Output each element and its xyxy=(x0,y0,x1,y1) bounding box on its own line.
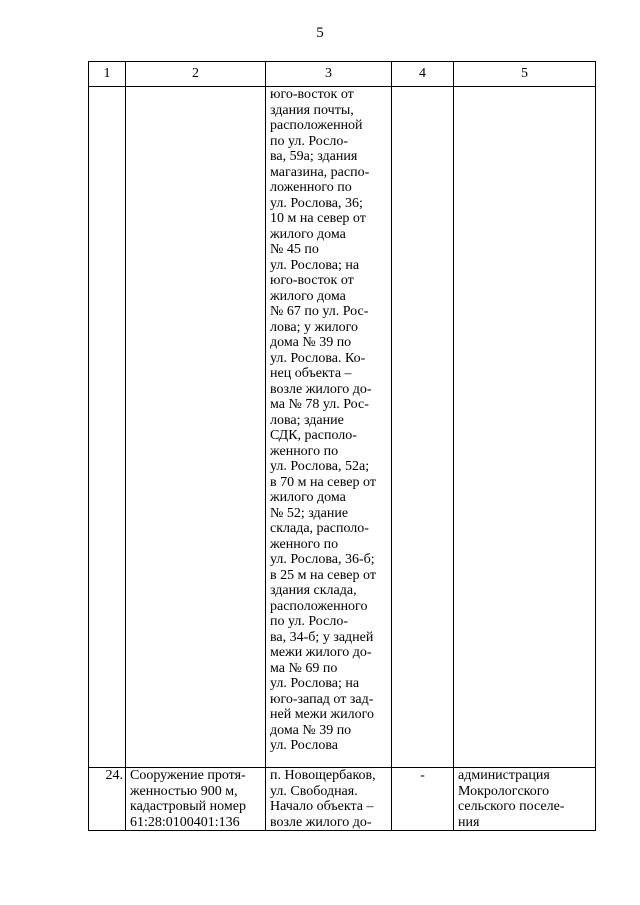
text-line: юго-запад от зад- xyxy=(270,691,374,707)
text-line: юго-восток от xyxy=(270,273,354,288)
text-line: сельского поселе- xyxy=(458,799,565,814)
text-line: ул. Рослова xyxy=(270,738,338,753)
table-row xyxy=(89,768,596,831)
column-header-2: 2 xyxy=(126,62,266,87)
text-line: ул. Рослова. Ко- xyxy=(270,350,366,366)
text-line: кадастровый номер xyxy=(130,799,246,814)
text-line: 61:28:0100401:136 xyxy=(130,814,240,830)
text-line: ложенного по xyxy=(270,180,352,195)
cell-owner xyxy=(454,87,596,768)
text-line: ней межи жилого xyxy=(270,707,374,722)
cell-location xyxy=(266,87,392,768)
object-owner-lines xyxy=(458,768,591,830)
object-owner xyxy=(454,768,596,831)
column-header-1: 1 xyxy=(89,62,126,87)
object-name xyxy=(126,768,266,831)
text-line: администрация xyxy=(458,768,550,783)
text-line: п. Новощербаков, xyxy=(270,768,376,783)
column-header-3: 3 xyxy=(266,62,392,87)
text-line: в 70 м на север от xyxy=(270,474,376,490)
column-header-5: 5 xyxy=(454,62,596,87)
text-line: лова; здание xyxy=(270,412,344,428)
text-line: расположенного xyxy=(270,598,368,614)
text-line: 10 м на север от xyxy=(270,211,366,226)
text-line: ва, 59а; здания xyxy=(270,149,358,164)
text-line: дома № 39 по xyxy=(270,722,352,738)
text-line: женностью 900 м, xyxy=(130,783,238,799)
text-line: ва, 34-б; у задней xyxy=(270,629,374,645)
text-line: ул. Свободная. xyxy=(270,783,358,799)
text-line: ул. Рослова; на xyxy=(270,676,360,691)
text-line: жилого дома xyxy=(270,288,346,304)
column-header-4: 4 xyxy=(392,62,454,87)
text-line: ма № 69 по xyxy=(270,660,338,676)
row-number: 24. xyxy=(89,768,126,831)
text-line: женного по xyxy=(270,443,339,459)
text-line: ния xyxy=(458,814,480,830)
text-line: расположенной xyxy=(270,118,363,133)
text-line: в 25 м на север от xyxy=(270,567,376,583)
text-line: по ул. Росло- xyxy=(270,133,349,149)
text-line: женного по xyxy=(270,536,339,552)
cell-name xyxy=(126,87,266,768)
object-col4: - xyxy=(392,768,454,831)
cell-col4 xyxy=(392,87,454,768)
page-number: 5 xyxy=(316,25,324,41)
object-location xyxy=(266,768,392,831)
text-line: Начало объекта – xyxy=(270,799,374,814)
text-line: дома № 39 по xyxy=(270,335,352,350)
text-line: ул. Рослова, 36-б; xyxy=(270,552,375,567)
text-line: нец объекта – xyxy=(270,366,352,381)
table-header-row xyxy=(89,62,596,87)
object-location-lines xyxy=(270,768,387,830)
text-line: СДК, располо- xyxy=(270,428,357,443)
text-line: жилого дома xyxy=(270,226,346,242)
text-line: склада, располо- xyxy=(270,521,369,536)
registry-table xyxy=(88,61,596,831)
text-line: ул. Рослова, 52а; xyxy=(270,459,370,474)
text-line: № 67 по ул. Рос- xyxy=(270,304,369,319)
text-line: возле жилого до- xyxy=(270,381,372,397)
text-line: Сооружение протя- xyxy=(130,768,246,783)
text-line: № 52; здание xyxy=(270,505,349,521)
text-line: жилого дома xyxy=(270,490,346,505)
text-line: здания склада, xyxy=(270,583,357,598)
cell-number xyxy=(89,87,126,768)
text-line: лова; у жилого xyxy=(270,319,359,335)
location-description xyxy=(270,87,387,754)
text-line: № 45 по xyxy=(270,242,319,257)
text-line: ул. Рослова; на xyxy=(270,257,360,273)
text-line: здания почты, xyxy=(270,102,354,118)
table-row-continued xyxy=(89,87,596,768)
text-line: ма № 78 ул. Рос- xyxy=(270,397,369,412)
text-line: межи жилого до- xyxy=(270,645,372,660)
text-line: возле жилого до- xyxy=(270,814,372,830)
text-line: юго-восток от xyxy=(270,87,354,102)
text-line: ул. Рослова, 36; xyxy=(270,195,363,211)
text-line: Мокрологского xyxy=(458,783,550,799)
text-line: магазина, распо- xyxy=(270,164,370,180)
text-line: по ул. Росло- xyxy=(270,614,349,629)
object-name-lines xyxy=(130,768,261,830)
